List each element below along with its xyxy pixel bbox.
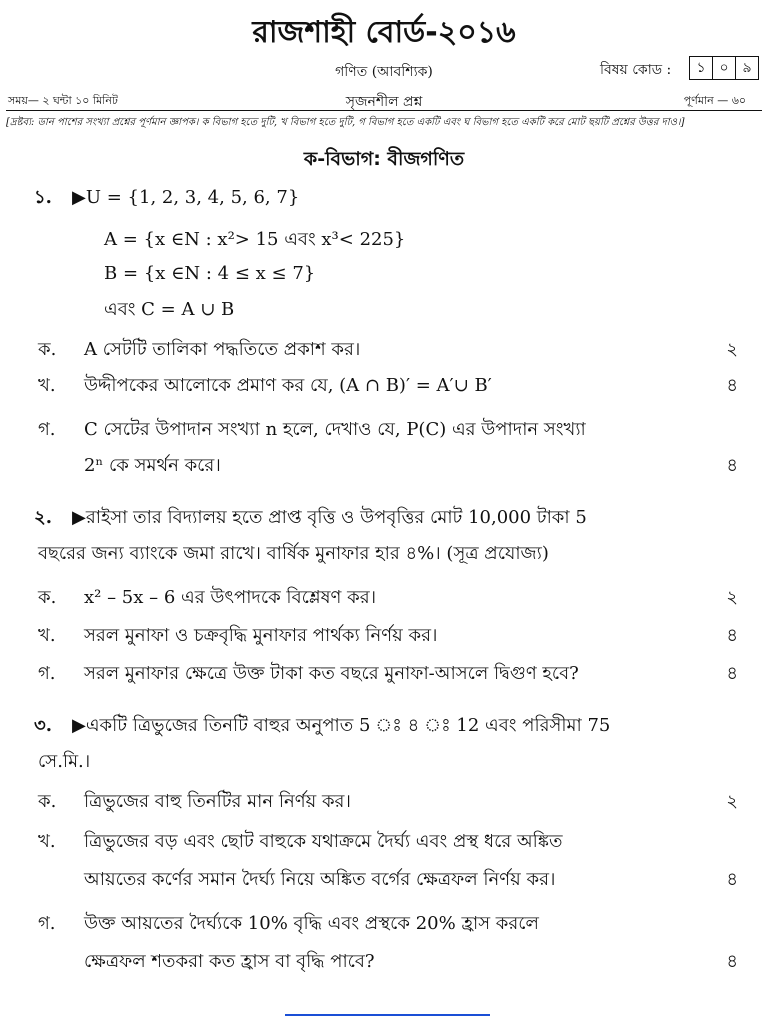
part-text: C সেটের উপাদান সংখ্যা n হলে, দেখাও যে, P(C) এর উপাদান সংখ্যা [84,419,586,440]
question-stem: ▶রাইসা তার বিদ্যালয় হতে প্রাপ্ত বৃত্তি ও উপবৃত্তির মোট 10,000 টাকা 5 [72,507,587,528]
question-number: ৩. [34,715,52,736]
subject-code-boxes [690,56,759,80]
full-marks: পূর্ণমান — ৬০ [683,94,746,107]
set-definition-b: B = {x ∈N : 4 ≤ x ≤ 7} [104,263,316,284]
part-text: উক্ত আয়তের দৈর্ঘ্যকে 10% বৃদ্ধি এবং প্রস্থকে 20% হ্রাস করলে [84,913,539,934]
question-number: ২. [34,507,52,528]
part-text: A সেটটি তালিকা পদ্ধতিতে প্রকাশ কর। [84,339,361,360]
part-marks: ৪ [726,663,738,684]
part-label: গ. [38,663,56,684]
part-label: খ. [38,625,56,646]
part-marks: ৪ [726,869,738,890]
part-text: ত্রিভুজের বড় এবং ছোট বাহুকে যথাক্রমে দৈর্ঘ্য এবং প্রস্থ ধরে অঙ্কিত [84,831,563,852]
set-definition-c: এবং C = A ∪ B [104,299,235,320]
part-text: উদ্দীপকের আলোকে প্রমাণ কর যে, (A ∩ B)′ = A′∪ B′ [84,375,492,396]
part-marks: ২ [726,587,738,608]
subject-code-digit: ৯ [735,56,759,80]
part-label: গ. [38,419,56,440]
part-marks: ২ [726,339,738,360]
part-marks: ৪ [726,375,738,396]
part-marks: ৪ [726,455,738,476]
part-text: সরল মুনাফা ও চক্রবৃদ্ধি মুনাফার পার্থক্য নির্ণয় কর। [84,625,438,646]
instruction-note: [দ্রষ্টব্য: ডান পাশের সংখ্যা প্রশ্নের পূর্ণমান জ্ঞাপক। ক বিভাগ হতে দুটি, খ বিভাগ হতে দুটি, গ বিভাগ হতে একটি এবং ঘ বিভাগ হতে একটি করে মোট ছয়টি প্রশ্নের উত্তর দাও।] [6,117,685,128]
part-text-continued: আয়তের কর্ণের সমান দৈর্ঘ্য নিয়ে অঙ্কিত বর্গের ক্ষেত্রফল নির্ণয় কর। [84,869,556,890]
question-type: সৃজনশীল প্রশ্ন [345,94,423,110]
board-title: রাজশাহী বোর্ড-২০১৬ [252,15,516,50]
question-stem: ▶U = {1, 2, 3, 4, 5, 6, 7} [72,187,300,208]
question-stem-continued: সে.মি.। [38,751,91,772]
subject-code-digit: ১ [689,56,713,80]
part-label: ক. [38,587,57,608]
part-label: খ. [38,375,56,396]
part-text: সরল মুনাফার ক্ষেত্রে উক্ত টাকা কত বছরে মুনাফা-আসলে দ্বিগুণ হবে? [84,663,579,684]
part-text-continued: 2ⁿ কে সমর্থন করে। [84,455,221,476]
part-label: ক. [38,339,57,360]
question-stem: ▶একটি ত্রিভুজের তিনটি বাহুর অনুপাত 5 ঃ ৪ ঃ 12 এবং পরিসীমা 75 [72,715,611,736]
question-number: ১. [34,187,52,208]
footer-link-underline[interactable] [285,1014,490,1016]
part-marks: ২ [726,791,738,812]
part-text-continued: ক্ষেত্রফল শতকরা কত হ্রাস বা বৃদ্ধি পাবে? [84,951,375,972]
subject-code-digit: ০ [712,56,736,80]
section-title: ক-বিভাগ: বীজগণিত [303,148,465,170]
part-label: খ. [38,831,56,852]
subject-code-label: বিষয় কোড : [600,62,672,78]
part-marks: ৪ [726,625,738,646]
part-text: ত্রিভুজের বাহু তিনটির মান নির্ণয় কর। [84,791,351,812]
part-label: গ. [38,913,56,934]
part-text: x² – 5x – 6 এর উৎপাদকে বিশ্লেষণ কর। [84,587,377,608]
header-divider [6,110,762,111]
subject-name: গণিত (আবশ্যিক) [335,64,433,80]
set-definition-a: A = {x ∈N : x²> 15 এবং x³< 225} [104,229,406,250]
part-marks: ৪ [726,951,738,972]
exam-time: সময়— ২ ঘন্টা ১০ মিনিট [8,94,118,107]
question-stem-continued: বছরের জন্য ব্যাংকে জমা রাখে। বার্ষিক মুনাফার হার ৪%। (সূত্র প্রযোজ্য) [38,543,549,564]
part-label: ক. [38,791,57,812]
